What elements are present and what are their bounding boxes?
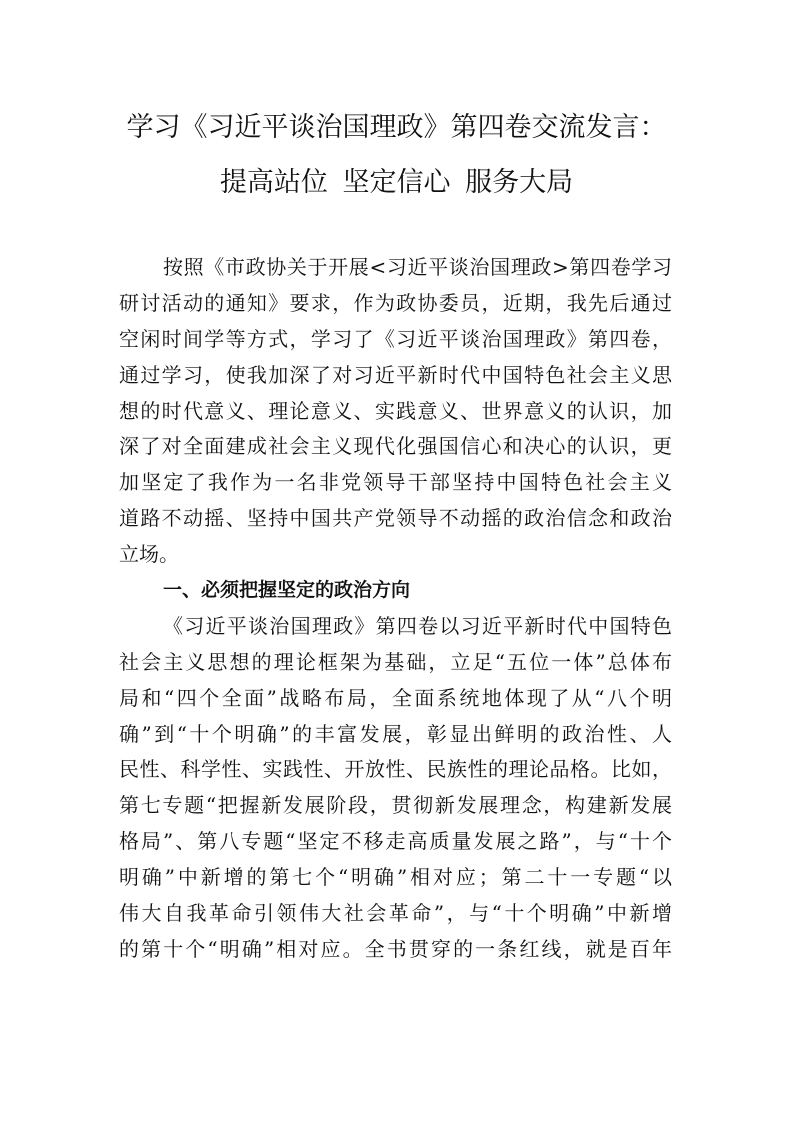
text-line: 加坚定了我作为一名非党领导干部坚持中国特色社会主义 [119,470,672,495]
text-line: 的第十个“明确”相对应。全书贯穿的一条红线，就是百年 [119,936,672,961]
text-line: 空闲时间学等方式，学习了《习近平谈治国理政》第四卷， [119,326,672,351]
text-line: 格局”、第八专题“坚定不移走高质量发展之路”，与“十个 [119,829,672,854]
text-line: 通过学习，使我加深了对习近平新时代中国特色社会主义思 [119,362,672,387]
text-line: 《习近平谈治国理政》第四卷以习近平新时代中国特色 [163,613,672,638]
text-line: 深了对全面建成社会主义现代化强国信心和决心的认识，更 [119,434,672,459]
text-line: 局和“四个全面”战略布局，全面系统地体现了从“八个明 [119,685,672,710]
document-title-line-1: 学习《习近平谈治国理政》第四卷交流发言： [126,112,667,143]
text-line: 社会主义思想的理论框架为基础，立足“五位一体”总体布 [119,649,672,674]
text-line: 民性、科学性、实践性、开放性、民族性的理论品格。比如， [119,757,672,782]
document-title-line-2: 提高站位 坚定信心 服务大局 [219,167,574,198]
document-body [119,250,672,968]
paragraph-1 [119,250,672,573]
text-line: 伟大自我革命引领伟大社会革命”，与“十个明确”中新增 [119,901,672,926]
text-line: 立场。 [119,542,179,567]
text-line: 明确”中新增的第七个“明确”相对应；第二十一专题“以 [119,865,672,890]
text-line: 确”到“十个明确”的丰富发展，彰显出鲜明的政治性、人 [119,721,672,746]
text-line: 按照《市政协关于开展<习近平谈治国理政>第四卷学习 [163,255,672,279]
paragraph-2 [119,609,672,968]
text-line: 道路不动摇、坚持中国共产党领导不动摇的政治信念和政治 [119,506,672,531]
text-line: 想的时代意义、理论意义、实践意义、世界意义的认识，加 [119,398,672,423]
text-line: 研讨活动的通知》要求，作为政协委员，近期，我先后通过 [119,290,672,315]
section-heading: 一、必须把握坚定的政治方向 [163,579,411,602]
text-line: 第七专题“把握新发展阶段，贯彻新发展理念，构建新发展 [119,793,672,818]
